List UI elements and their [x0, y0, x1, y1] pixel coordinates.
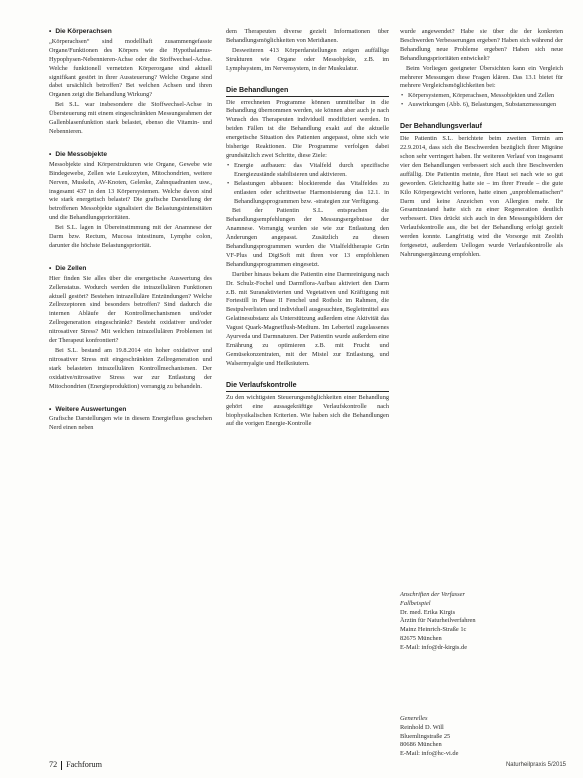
text-column-3 — [400, 28, 563, 260]
contact-name: Reinhold D. Will — [400, 723, 444, 731]
author-address-block — [400, 591, 563, 653]
author-email: E-Mail: info@dr-kirgis.de — [400, 643, 468, 651]
paragraph: Messobjekte sind Körperstrukturen wie Organe, Gewebe wie Bindegewebe, Zellen wie Leukozyten, Mitochondrien, weitere Nerven, Muskeln, AV-Knoten, Gelenke, Zahnquadranten usw., insgesamt 437 in den 13 Körpersystemen. Welche davon sind wie stark energetisch belastet? Die grafische Darstellung der betroffenen Messobjekte signalisiert die Belastungsintensitäten und die Behandlungsprioritäten. — [49, 160, 212, 222]
bullet-icon: • — [49, 150, 52, 158]
address-line: Mainz Heinrich-Straße 1c — [400, 626, 467, 634]
paragraph: wurde angewendet? Habe sie über die der konkreten Beschwerden Verbesserungen ergeben? Haben sich während der Behandlung neue Probleme ergeben? Haben sich neue Behandlungsprioritäten entwickelt? — [400, 28, 563, 62]
section-heading-behandlungen: Die Behandlungen — [226, 86, 389, 97]
address-line: 80686 München — [400, 741, 442, 749]
paragraph: Die errechneten Programme können unmittelbar in die Behandlung übernommen werden, sie können aber auch je nach Wunsch des Therapeuten individuell modifiziert werden. In beiden Fällen ist die Behandlung exakt auf die aktuelle energetische Situation des Patienten angepasst, ohne sich wie bisherige Reaktionen. Die Programme verfolgen dabei grundsätzlich zwei Schritte, diese Ziele: — [226, 98, 389, 159]
heading-text: Die Zellen — [55, 264, 87, 272]
heading-zellen — [49, 265, 212, 274]
author-name: Dr. med. Erika Kirgis — [400, 608, 456, 616]
paragraph: Die Patientin S.L. berichtete beim zweiten Termin am 22.9.2014, dass sich die Beschwerden bezüglich ihrer Migräne schon sehr verringert haben. Ihr weiteren Verlauf von insgesamt vier den Behandlungen verbessert sich auch ihre Beschwerden auffällig. Die Patientin meinte, ihre Haut sei nach wie so gut geworden. Gleichzeitig hatte sie – im ihrer Freude – die gute Kilo Körpergewicht verloren, hatte einen „unproblematischen“ Darm und keine Anzeichen von Allergien mehr. Ihr Gesamtzustand hatte sich zu einer Regeneration deutlich verbessert. Dies drückt sich auch in den Messungsbildern der Verlaufskontrolle aus, die bei der Behandlung erfolgt gezielt werden konnte. Langfristig wird die Vorsorge mit Zeolith fortgesetzt, außerdem Uellogen wurde Verlaufskontrolle als Nahrungsergänzung empfohlen. — [400, 135, 563, 258]
text-column-2 — [226, 28, 389, 429]
heading-text: Die Körperachsen — [55, 28, 112, 35]
heading-weitere-auswertungen — [49, 406, 212, 415]
paragraph: Grafische Darstellungen wie in diesem Energiefluss geschehen Nerd einen neben — [49, 415, 212, 432]
address-label: Generelles — [400, 715, 428, 722]
paragraph: dem Therapeuten diverse gezielt Informationen über Behandlungsmöglichkeiten von Meridianen. — [226, 28, 389, 44]
paragraph: Bei S.L. lagen in Übereinstimmung mit der Anamnese der Darm bzw. Rectum, Mucosa intestinum, Lymphe colon, darunter die höchste Belastungspriorität. — [49, 224, 212, 249]
section-name: Fachforum — [66, 760, 103, 769]
bullet-icon: • — [49, 405, 52, 413]
address-line: 82675 München — [400, 634, 442, 642]
contact-email: E-Mail: info@hc-vi.de — [400, 750, 459, 758]
paragraph: Hier finden Sie alles über die energetische Auswertung des Zellenstatus. Wodurch werden die intrazellulären Funktionen aktuell gestört? Bestehen intrazelluläre Entzündungen? Welche Zellrezeptoren sind besonders betroffen? Sind dadurch die internen Abläufe der Kontrollmechanismen und/oder Zellregeneration eingeschränkt? Besteht oxidativer und/oder nitrosativer Stress? Mit welchen intrazellulären Problemen ist der Therapeut konfrontiert? — [49, 274, 212, 345]
address-line: Bluemlingstraße 25 — [400, 732, 451, 740]
list-item: • Energie aufbauen: das Vitalfeld durch spezifische Energiezustände stabilisieren und aktivieren. — [234, 162, 389, 180]
paragraph: Desweiteren 413 Körperdarstellungen zeigen auffällige Strukturen wie Organe oder Messobjekte, z.B. im Lymphsystem, im Nervensystem, in der Muskulatur. — [226, 46, 389, 72]
heading-text: Die Messobjekte — [55, 150, 107, 158]
paragraph: „Körperachsen“ sind modellhaft zusammengefasste Organe/Funktionen des Körpers wie die Hypothalamus-Hypophysen-Nebennieren-Achse oder die Stoffwechsel-Achse. Welche funktionell vernetzten Körperorgane sind aktuell signifikant gestört in ihrer Aussteuerung? Welche Organe sind dabei ursächlich betroffen? Bei welchen Achsen und ihren Organen zeigt die Behandlung Wirkung? — [49, 37, 212, 99]
paragraph: Bei der Patientin S.L. entsprachen die Behandlungsempfehlungen der Messungsergebnisse der Anamnese. Vorrangig wurden sie wie zur Entlastung den Änderungen angepasst. Zusätzlich zu diesen Behandlungsprogrammen wurden die Vitalfeldtherapie Grün VF-Plus und DigiSoft mit ihren vor 13 empfohlenen Behandlungsprogrammen eingesetzt. — [226, 207, 389, 268]
section-heading-behandlungsverlauf: Der Behandlungsverlauf — [400, 122, 563, 133]
address-sublabel: Fallbeispiel — [400, 599, 431, 607]
list-item: • Auswirkungen (Abb. 6), Belastungen, Substanzmessungen — [408, 101, 563, 110]
list-item: • Körpersystemen, Körperachsen, Messobjekten und Zellen — [408, 92, 563, 101]
bullet-list — [226, 162, 389, 207]
text-column-1 — [49, 28, 212, 433]
heading-text: Weitere Auswertungen — [55, 405, 127, 413]
bullet-icon: • — [49, 264, 52, 272]
page-number: 72 — [49, 760, 58, 769]
section-heading-verlaufskontrolle: Die Verlaufskontrolle — [226, 381, 389, 392]
bullet-list — [400, 92, 563, 110]
address-line: Ärztin für Naturheilverfahren — [400, 617, 476, 625]
heading-messobjekte — [49, 151, 212, 160]
heading-koerperachsen — [49, 28, 212, 37]
paragraph: Darüber hinaus bekam die Patientin eine Darmreinigung nach Dr. Schulz-Fochel und Darmflora-Aufbau aktiviert den Darm z.B. mit Suranaktivierten und Vegetativen und Kräftigung mit Fortestill in Phase II Fenchel und Rotholz im Rahmen, die Bestpulverlisten und individuell ausgesuchten, Begleitmittel aus Gelatinesubstanz als Unterstützung außerdem eine Aktivität das Vagust Quark-Magnetflush-Medium. Im Leberteil zugelassenes Ayurveda und Darmnaturen. Der Patientin wurde außerdem eine Ernährung zu optimieren z.B. mit Frucht und Gemüsekonzentraten, mit der Mistel zur Entlastung, und Walsermyalgie und Heilkräutern. — [226, 270, 389, 367]
footer-divider — [61, 761, 62, 770]
paragraph: Bei S.L. bestand am 19.8.2014 ein hoher oxidativer und nitrosativer Stress mit eingeschränkten Zellregeneration und stark belasteten intrazellulären Kontrollmechanismen. Der oxidative/nitrosative Stress war zur Entlastung der Mitochondrien (Energieproduktion) vorrangig zu behandeln. — [49, 347, 212, 390]
paragraph: Bei S.L. war insbesondere die Stoffwechsel-Achse in Übersteuerung mit einem eingeschränkten Messungsrahmen der Gallenblasenfunktion stark belastet, ebenso die Vitamin- und Nebennieren. — [49, 101, 212, 135]
general-address-block — [400, 715, 563, 759]
paragraph: Zu den wichtigsten Steuerungsmöglichkeiten einer Behandlung gehört eine aussagekräftige Verlaufskontrolle nach biophysikalischen Kriterien. Wie haben sich die Behandlungen auf die vorigen Energie-Kontrolle — [226, 393, 389, 428]
address-label: Anschriften der Verfasser — [400, 591, 465, 598]
paragraph: Beim Vorliegen geeigneter Übersichten kann ein Vergleich mehrerer Messungen diese Fragen klären. Das 13.1 bietet für mehrere Vergleichsmöglichkeiten bei: — [400, 64, 563, 90]
journal-issue: Naturheilpraxis 5/2015 — [505, 762, 566, 768]
list-item: • Belastungen abbauen: blockierende das Vitalfeldes zu entlasten oder schrittweise Harmonisierung das 12.1. in Behandlungsprogrammen bzw. -strategien zur Verfügung. — [234, 180, 389, 207]
bullet-icon: • — [49, 28, 52, 35]
page-footer — [49, 760, 102, 770]
